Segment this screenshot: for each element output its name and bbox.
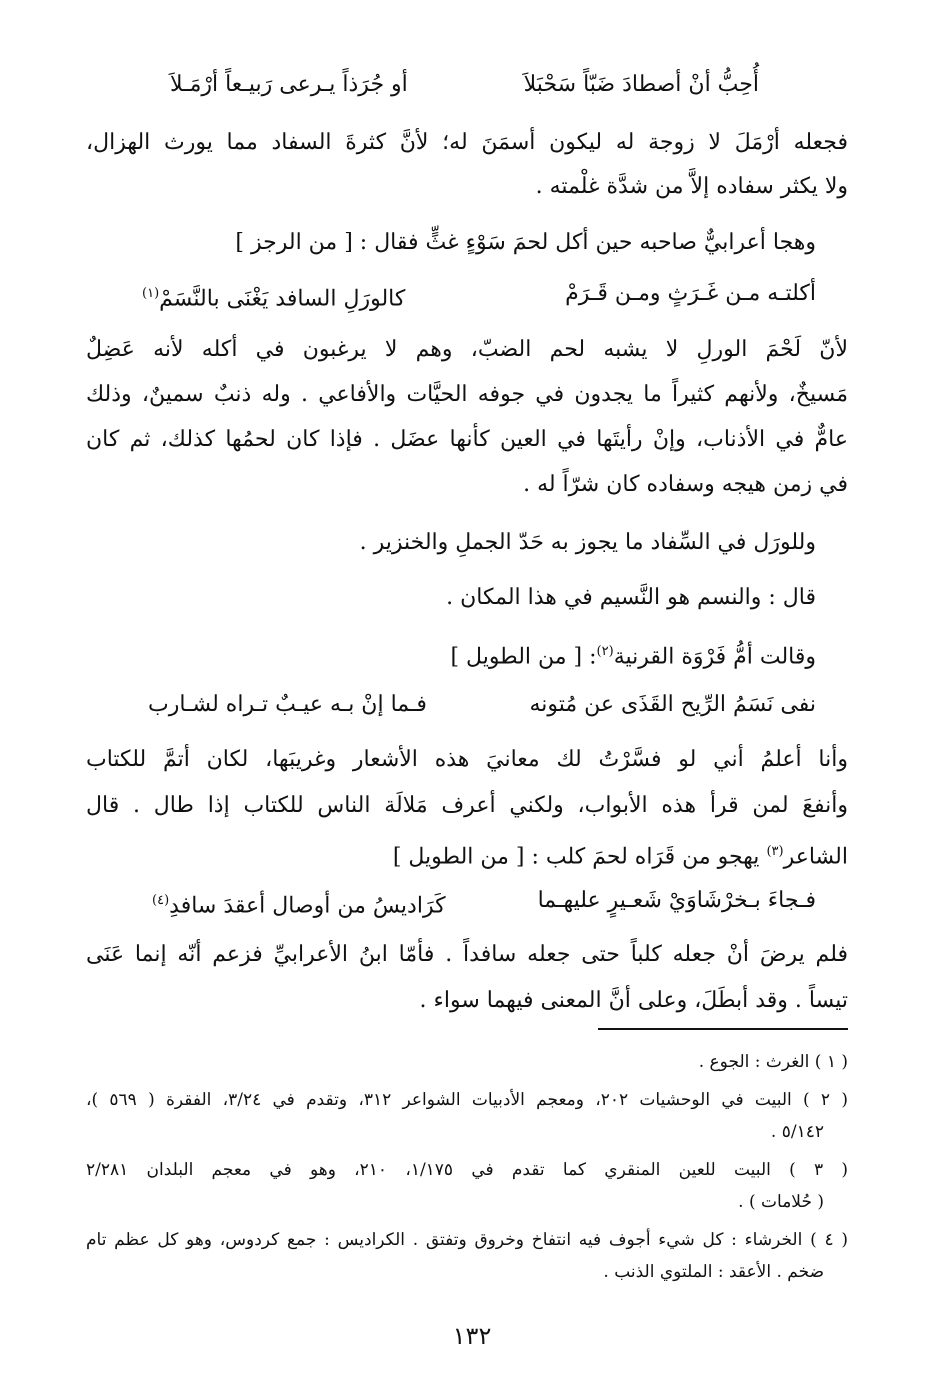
footnote-4-line2: ضخم . الأعقد : الملتوي الذنب . xyxy=(603,1262,824,1282)
para4-line: وللورَل في السِّفاد ما يجوز به حَدّ الجملِ والخنزير . xyxy=(359,530,816,555)
verse3-second-hemistich: فـما إنْ بـه عيـبٌ تـراه لشـارب xyxy=(148,692,427,717)
verse4-first-hemistich: فـجاءَ بـخرْشَاوَيْ شَعـيرٍ عليهـما xyxy=(537,888,816,913)
verse1-first-hemistich: أُحِبُّ أنْ أصطادَ ضَبّاً سَحْبَلاَ xyxy=(523,72,759,97)
para3-line3: عامٌّ في الأذناب، وإنْ رأيتَها في العين كأنها عضَل . فإذا كان لحمُها كذلك، ثم كان xyxy=(86,427,849,452)
para2-line: وهجا أعرابيٌّ صاحبه حين أكل لحمَ سَوْءٍ غثٍّ فقال : [ من الرجز ] xyxy=(235,230,816,255)
footnote-4-line1: ( ٤ ) الخرشاء : كل شيء أجوف فيه انتفاخ وخروق وتفتق . الكراديس : جمع كردوس، وهو كل عظم تام xyxy=(86,1230,848,1250)
verse2-first-hemistich: أكلتـه مـن غَـرَثٍ ومـن قَـرَمْ xyxy=(565,281,816,306)
para1-line1: فجعله أرْمَلَ لا زوجة له ليكون أسمَنَ له؛ لأنَّ كثرةَ السفاد مما يورث الهزال، xyxy=(86,130,848,155)
verse2-second-hemistich xyxy=(142,279,405,314)
verse4-second-hemistich xyxy=(152,886,446,921)
para3-line1: لأنّ لَحْمَ الورلِ لا يشبه لحم الضبّ، وهم لا يرغبون في أكله لأنه عَضِلٌ xyxy=(86,337,848,362)
footnote-ref-1: (١) xyxy=(142,286,160,301)
verse1-second-hemistich: أو جُرَذاً يـرعى رَبيـعاً أرْمَـلاَ xyxy=(170,72,408,97)
para3-line2: مَسيخٌ، ولأنهم كثيراً ما يجدون في جوفه الحيَّات والأفاعي . وله ذنبٌ سمينٌ، وذلك xyxy=(86,382,848,407)
footnote-ref-2: (٢) xyxy=(596,644,614,659)
para1-line2: ولا يكثر سفاده إلاَّ من شدَّة غلْمته . xyxy=(535,174,848,199)
para6-meter: : [ من الطويل ] xyxy=(450,644,597,670)
para3-line4: في زمن هيجه وسفاده كان شرّاً له . xyxy=(523,472,848,497)
para8-line1: فلم يرضَ أنْ جعله كلباً حتى جعله سافداً . فأمّا ابنُ الأعرابيِّ فزعم أنّه إنما عَنَى xyxy=(86,942,848,967)
footnote-separator xyxy=(598,1028,848,1030)
para8-line2: تيساً . وقد أبطَلَ، وعلى أنَّ المعنى فيهما سواء . xyxy=(419,988,848,1013)
verse2-second-hemistich-text: كالورَلِ السافد يَغْنَى بالنَّسَمْ xyxy=(159,286,406,312)
footnote-3-line2: ( حُلامات ) . xyxy=(738,1192,824,1212)
para7-line3 xyxy=(393,837,848,872)
footnote-ref-3: (٣) xyxy=(766,844,784,859)
verse3-first-hemistich: نفى نَسَمُ الرِّيح القَذَى عن مُتونه xyxy=(529,692,816,717)
para6-line xyxy=(450,637,816,672)
footnote-2-line1: ( ٢ ) البيت في الوحشيات ٢٠٢، ومعجم الأدبيات الشواعر ٣١٢، وتقدم في ٣/٢٤، الفقرة ( ٥٦٩ )، xyxy=(86,1090,848,1110)
footnote-2-line2: ٥/١٤٢ . xyxy=(770,1122,824,1142)
para7-line1: وأنا أعلمُ أني لو فسَّرْتُ لك معانيَ هذه الأشعار وغريبَها، لكان أتمَّ للكتاب xyxy=(86,747,848,772)
para5-line: قال : والنسم هو النَّسيم في هذا المكان . xyxy=(446,585,816,610)
para7-line2: وأنفعَ لمن قرأ هذه الأبواب، ولكني أعرف مَلالَة الناس للكتاب إذا طال . قال xyxy=(86,793,848,818)
footnote-1: ( ١ ) الغرث : الجوع . xyxy=(698,1052,848,1072)
para6-text: وقالت أمُّ فَرْوَة القرنية xyxy=(613,644,816,670)
footnote-ref-4: (٤) xyxy=(152,893,170,908)
page-number: ١٣٢ xyxy=(452,1322,492,1350)
para7-line3-end: يهجو من قَرَاه لحمَ كلب : [ من الطويل ] xyxy=(392,844,767,870)
para7-line3-start: الشاعر xyxy=(783,844,848,870)
footnote-3-line1: ( ٣ ) البيت للعين المنقري كما تقدم في ١/١٧٥، ٢١٠، وهو في معجم البلدان ٢/٢٨١ xyxy=(86,1160,849,1180)
verse4-second-hemistich-text: كَرَاديسُ من أوصال أعقدَ سافدِ xyxy=(169,893,446,919)
